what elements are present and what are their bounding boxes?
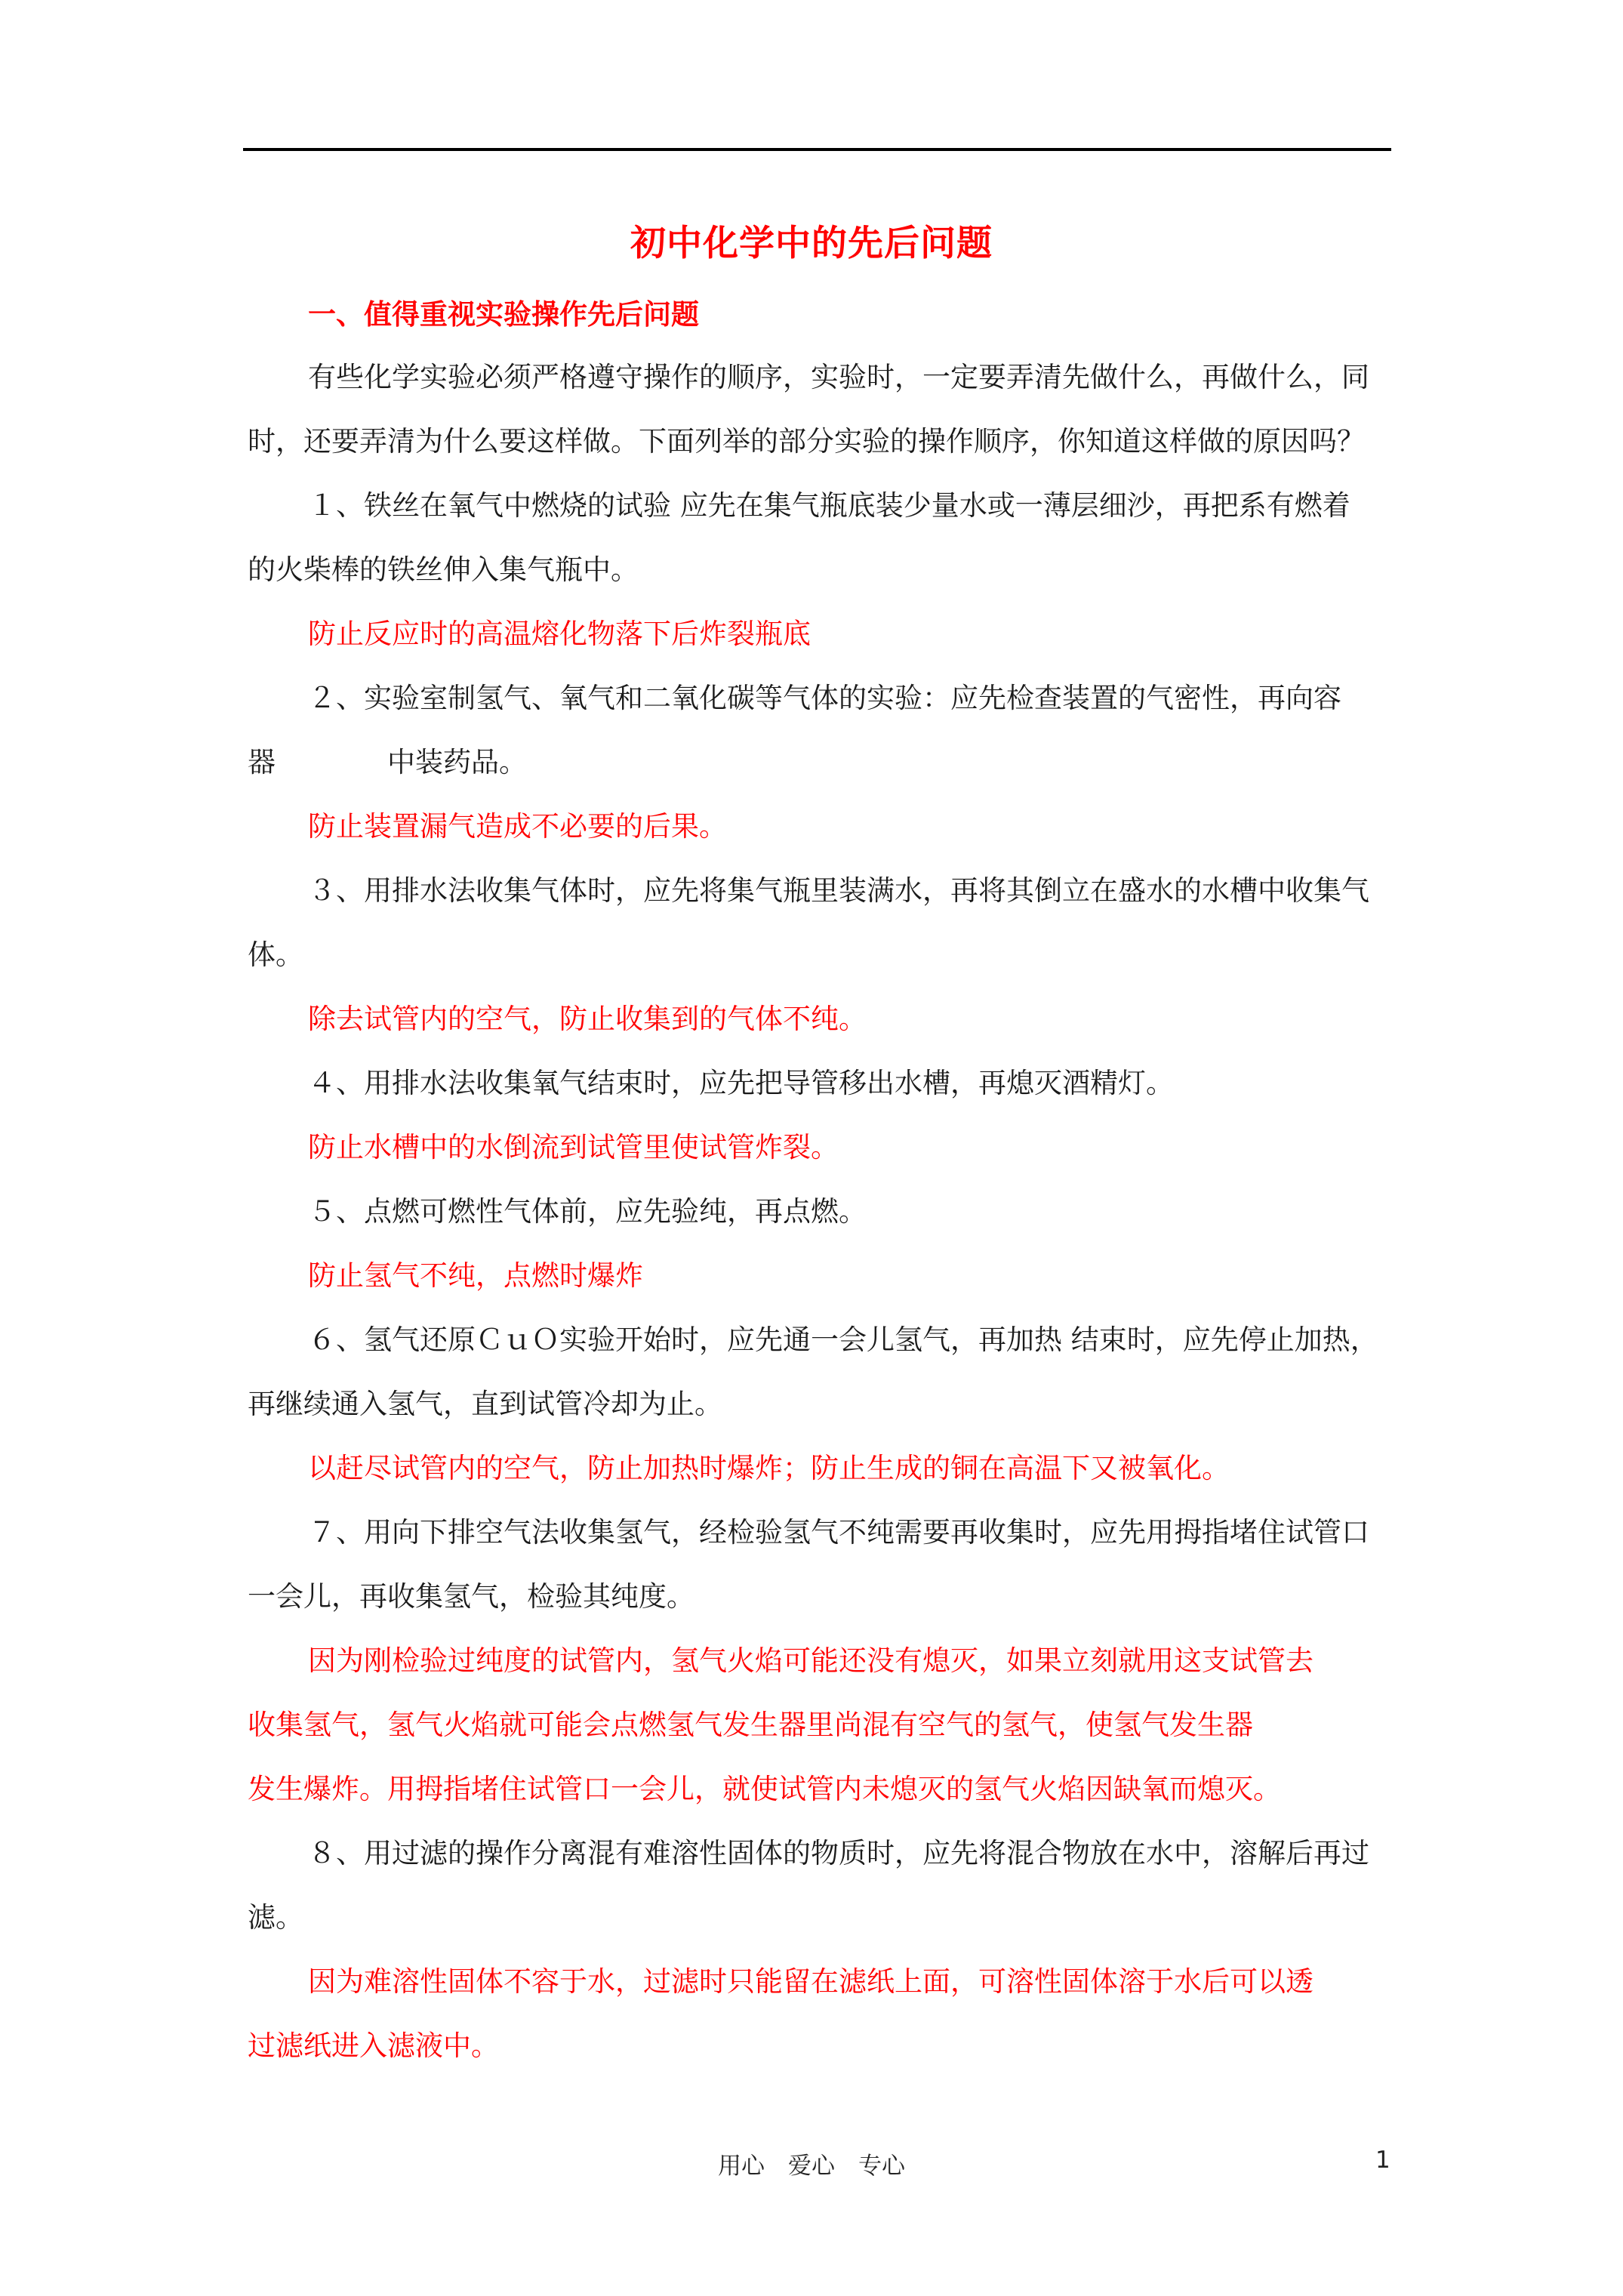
item-text: 一会儿，再收集氢气，检验其纯度。 — [248, 1580, 694, 1613]
intro-line: 时，还要弄清为什么要这样做。下面列举的部分实验的操作顺序，你知道这样做的原因吗？ — [248, 425, 1365, 458]
item-answer: 防止水槽中的水倒流到试管里使试管炸裂。 — [308, 1131, 839, 1163]
page-title: 初中化学中的先后问题 — [630, 223, 993, 264]
item-text: 滤。 — [248, 1901, 303, 1934]
item-text: ４、用排水法收集氧气结束时，应先把导管移出水槽，再熄灭酒精灯。 — [308, 1067, 1174, 1099]
item-answer: 防止氢气不纯，点燃时爆炸 — [308, 1259, 643, 1292]
item-text: ６、氢气还原ＣｕＯ实验开始时，应先通一会儿氢气，再加热 结束时，应先停止加热， — [308, 1324, 1378, 1356]
item-text: １、铁丝在氧气中燃烧的试验 应先在集气瓶底装少量水或一薄层细沙，再把系有燃着 — [308, 489, 1350, 522]
item-text: ８、用过滤的操作分离混有难溶性固体的物质时，应先将混合物放在水中，溶解后再过 — [308, 1837, 1369, 1869]
item-answer: 因为刚检验过纯度的试管内，氢气火焰可能还没有熄灭，如果立刻就用这支试管去 — [308, 1644, 1313, 1677]
item-answer: 过滤纸进入滤液中。 — [248, 2029, 499, 2062]
section-heading: 一、值得重视实验操作先后问题 — [308, 298, 699, 331]
item-text: 再继续通入氢气，直到试管冷却为止。 — [248, 1388, 722, 1420]
item-answer: 收集氢气，氢气火焰就可能会点燃氢气发生器里尚混有空气的氢气，使氢气发生器 — [248, 1709, 1253, 1741]
item-text: ３、用排水法收集气体时，应先将集气瓶里装满水，再将其倒立在盛水的水槽中收集气 — [308, 874, 1369, 907]
item-text: 的火柴棒的铁丝伸入集气瓶中。 — [248, 553, 639, 586]
item-text: 体。 — [248, 938, 303, 971]
item-text: ５、点燃可燃性气体前，应先验纯，再点燃。 — [308, 1195, 867, 1228]
item-answer: 除去试管内的空气，防止收集到的气体不纯。 — [308, 1003, 867, 1035]
item-answer: 发生爆炸。用拇指堵住试管口一会儿，就使试管内未熄灭的氢气火焰因缺氧而熄灭。 — [248, 1773, 1281, 1805]
item-text: ２、实验室制氢气、氧气和二氧化碳等气体的实验：应先检查装置的气密性，再向容 — [308, 682, 1341, 714]
intro-line: 有些化学实验必须严格遵守操作的顺序，实验时，一定要弄清先做什么，再做什么，同 — [308, 361, 1369, 393]
header-rule — [243, 148, 1391, 151]
item-text: ７、用向下排空气法收集氢气，经检验氢气不纯需要再收集时，应先用拇指堵住试管口 — [308, 1516, 1369, 1549]
item-answer: 以赶尽试管内的空气，防止加热时爆炸；防止生成的铜在高温下又被氧化。 — [308, 1452, 1230, 1484]
item-answer: 防止装置漏气造成不必要的后果。 — [308, 810, 727, 843]
item-answer: 防止反应时的高温熔化物落下后炸裂瓶底 — [308, 618, 811, 650]
page-number: 1 — [1375, 2147, 1390, 2174]
item-answer: 因为难溶性固体不容于水，过滤时只能留在滤纸上面，可溶性固体溶于水后可以透 — [308, 1965, 1313, 1998]
footer-motto: 用心 爱心 专心 — [718, 2153, 905, 2180]
item-text: 器 中装药品。 — [248, 746, 527, 778]
